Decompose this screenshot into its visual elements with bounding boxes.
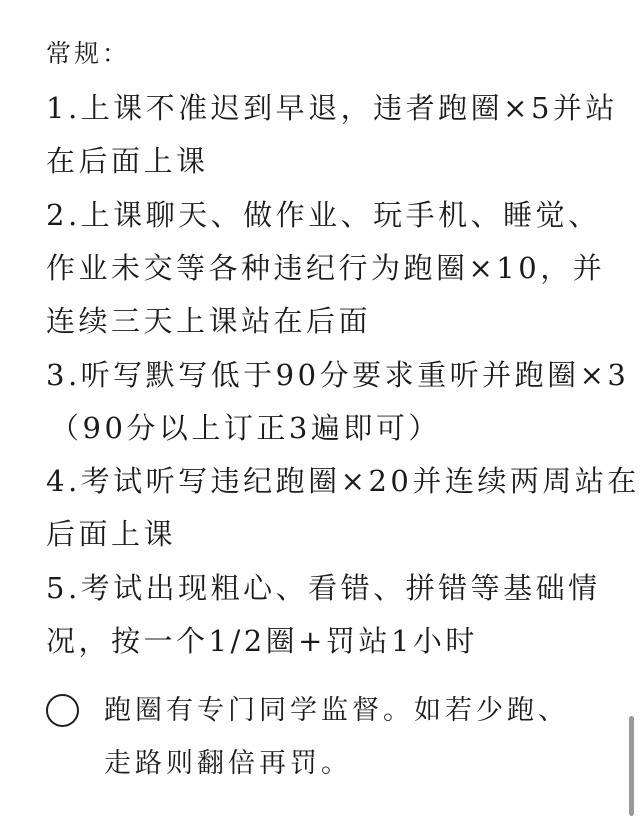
rule-3-line-1: 3.听写默写低于90分要求重听并跑圈×3 — [46, 358, 630, 392]
todo-line-2: 走路则翻倍再罚。 — [104, 748, 352, 779]
rule-1-line-1: 1.上课不准迟到早退，违者跑圈×5并站 — [46, 91, 618, 125]
todo-checkbox[interactable] — [46, 694, 79, 727]
rule-5-line-2: 况，按一个1/2圈+罚站1小时 — [46, 624, 478, 658]
rule-4-line-1: 4.考试听写违纪跑圈×20并连续两周站在 — [46, 464, 640, 498]
rule-4-line-2: 后面上课 — [46, 517, 177, 551]
vertical-scrollbar[interactable] — [629, 716, 634, 816]
rule-1-line-2: 在后面上课 — [46, 144, 209, 178]
todo-line-1: 跑圈有专门同学监督。如若少跑、 — [104, 695, 569, 726]
rule-2-line-1: 2.上课聊天、做作业、玩手机、睡觉、 — [46, 198, 601, 232]
rule-2-line-2: 作业未交等各种违纪行为跑圈×10，并 — [46, 251, 606, 285]
rule-5-line-1: 5.考试出现粗心、看错、拼错等基础情 — [46, 571, 601, 605]
rule-3-line-2: （90分以上订正3遍即可） — [50, 411, 441, 445]
note-heading: 常规： — [46, 39, 131, 68]
rule-2-line-3: 连续三天上课站在后面 — [46, 304, 372, 338]
